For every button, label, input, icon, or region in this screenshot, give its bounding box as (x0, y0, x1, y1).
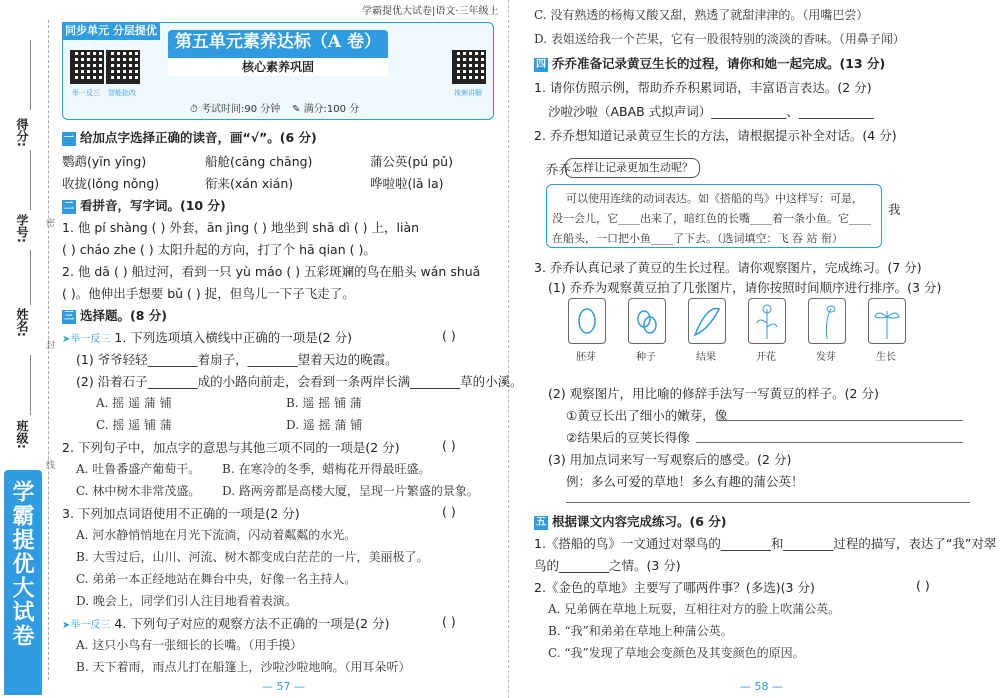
answer-line[interactable] (696, 442, 963, 443)
fill-blank[interactable]: 沙啦沙啦（ABAB 式拟声词）____________、____________ (548, 104, 874, 119)
answer-bracket[interactable]: ( ) (442, 328, 456, 343)
fill-blank: ②结果后的豆荚长得像 (566, 430, 690, 445)
question-line[interactable]: (1) 爷爷轻轻________着扇子，________望着天边的晚霞。 (76, 352, 398, 367)
question: 3. 乔乔认真记录了黄豆的生长过程。请你观察图片，完成练习。(7 分) (534, 260, 922, 275)
pinyin-choice[interactable]: 收拢(lǒng nǒng) (62, 176, 160, 191)
section-1-heading: 一 给加点字选择正确的读音，画“√”。(6 分) (64, 130, 317, 145)
class-line[interactable] (30, 355, 31, 415)
hint-line[interactable]: 没一会儿，它____出来了，暗红色的长嘴____着一条小鱼。它____ (552, 212, 871, 225)
speaker-me: 我 (888, 202, 901, 217)
question: (3) 用加点词来写一写观察后的感受。(2 分) (548, 452, 792, 467)
page-divider (508, 0, 509, 698)
exam-subtitle: 核心素养巩固 (168, 58, 388, 76)
cut-mark-feng: 封 (46, 341, 56, 351)
option[interactable]: D. 遥 摇 蒲 铺 (286, 418, 363, 432)
pinyin-choice[interactable]: 鹦鹉(yīn yīng) (62, 154, 147, 169)
option[interactable]: D. 路两旁都是高楼大厦，呈现一片繁盛的景象。 (222, 484, 479, 498)
sprout-image (808, 298, 846, 344)
option[interactable]: C. 摇 遥 铺 蒲 (96, 418, 172, 432)
score-line[interactable] (30, 40, 31, 110)
section-4-heading: 四 乔乔准备记录黄豆生长的过程，请你和她一起完成。(13 分) (536, 56, 886, 71)
flower-image (748, 298, 786, 344)
option[interactable]: B. 在寒冷的冬季，蜡梅花开得最旺盛。 (222, 462, 431, 476)
example: 例：多么可爱的草地！多么有趣的蒲公英！ (566, 474, 804, 489)
qr-code-icon (70, 50, 104, 84)
option[interactable]: C. “我”发现了草地会变颜色及其变颜色的原因。 (548, 646, 805, 660)
seedling-image (868, 298, 906, 344)
option[interactable]: B. 天下着雨，雨点儿打在船篷上，沙啦沙啦地响。（用耳朵听） (76, 660, 411, 674)
answer-bracket[interactable]: ( ) (442, 504, 456, 519)
exam-title: 第五单元素养达标（A 卷） (168, 30, 388, 70)
name-line[interactable] (30, 250, 31, 305)
answer-bracket[interactable]: ( ) (442, 614, 456, 629)
pinyin-choice[interactable]: 哗啦啦(lā la) (370, 176, 444, 191)
question: 2.《金色的草地》主要写了哪两件事？(多选)(3 分) (534, 580, 815, 595)
qr-caption: 视频讲解 (454, 89, 482, 97)
pinyin-line[interactable]: 2. 他 dā ( ) 船过河，看到一只 yù máo ( ) 五彩斑斓的鸟在船头 wán shuǎ (62, 264, 481, 279)
answer-line[interactable] (718, 420, 963, 421)
question: 1. 请你仿照示例，帮助乔乔积累词语，丰富语言表达。(2 分) (534, 80, 872, 95)
image-label: 种子 (636, 352, 656, 363)
cut-mark-mi: 密 (46, 219, 56, 229)
option[interactable]: B. “我”和弟弟在草地上种蒲公英。 (548, 624, 733, 638)
option[interactable]: A. 河水静悄悄地在月光下流淌，闪动着粼粼的水光。 (76, 528, 357, 542)
answer-bracket[interactable]: ( ) (916, 578, 930, 593)
pinyin-line[interactable]: ( )。他伸出手想要 bǔ ( ) 捉，但鸟儿一下子飞走了。 (62, 286, 355, 301)
option[interactable]: B. 大雪过后，山川、河流、树木都变成白茫茫的一片，美丽极了。 (76, 550, 429, 564)
full-score: ✎ 满分:100 分 (292, 104, 360, 115)
image-label: 结果 (696, 352, 716, 363)
brand-logo-text: 学霸提优大试卷 (9, 480, 35, 648)
pinyin-line[interactable]: 1. 他 pí shàng ( ) 外套，ān jìng ( ) 地坐到 shā dì ( ) 上，liàn (62, 220, 420, 235)
speaker-qiaoqiao: 乔乔 (546, 162, 572, 177)
pinyin-choice[interactable]: 船舱(cāng chāng) (205, 154, 313, 169)
pod-image (688, 298, 726, 344)
option[interactable]: A. 兄弟俩在草地上玩耍，互相往对方的脸上吹蒲公英。 (548, 602, 841, 616)
option[interactable]: C. 没有熟透的杨梅又酸又甜，熟透了就甜津津的。（用嘴巴尝） (534, 8, 869, 22)
score-label: 得分: (15, 118, 29, 147)
image-label: 开花 (756, 352, 776, 363)
option[interactable]: D. 表姐送给我一个芒果，它有一股很特别的淡淡的香味。（用鼻子闻） (534, 32, 905, 46)
question-1: ➤举一反三 1. 下列选项填入横线中正确的一项是(2 分) (62, 330, 352, 345)
section-2-heading: 二 看拼音，写字词。(10 分) (64, 198, 226, 213)
page-number: — 57 — (262, 680, 305, 693)
class-label: 班级: (15, 420, 29, 449)
exam-time: ⏱ 考试时间:90 分钟 (190, 104, 281, 115)
section-3-heading: 三 选择题。(8 分) (64, 308, 167, 323)
option[interactable]: A. 摇 遥 蒲 铺 (96, 396, 172, 410)
fill-blank: ①黄豆长出了细小的嫩芽，像 (566, 408, 728, 423)
student-id-line[interactable] (30, 150, 31, 210)
question-line[interactable]: (2) 沿着石子________成的小路向前走，会看到一条两岸长满________草的小溪。 (76, 374, 523, 389)
option[interactable]: C. 林中树木非常茂盛。 (76, 484, 201, 498)
pinyin-line[interactable]: ( ) cháo zhe ( ) 太阳升起的方向，打了个 hā qian ( )。 (62, 242, 376, 257)
name-label: 姓名: (15, 308, 29, 337)
option[interactable]: D. 晚会上，同学们引人注目地看着表演。 (76, 594, 297, 608)
qr-code-icon (452, 50, 486, 84)
answer-bracket[interactable]: ( ) (442, 438, 456, 453)
section-5-heading: 五 根据课文内容完成练习。(6 分) (536, 514, 727, 529)
question-3: 3. 下列加点词语使用不正确的一项是(2 分) (62, 506, 300, 521)
bean-image (628, 298, 666, 344)
hint-line: 可以使用连续的动词表达。如《搭船的鸟》中这样写：可是， (566, 192, 863, 205)
question: 2. 乔乔想知道记录黄豆生长的方法，请根据提示补全对话。(4 分) (534, 128, 897, 143)
option[interactable]: B. 遥 摇 铺 蒲 (286, 396, 362, 410)
speech-bubble: 怎样让记录更加生动呢？ (565, 158, 700, 178)
student-id-label: 学号: (15, 214, 29, 243)
option[interactable]: A. 吐鲁番盛产葡萄干。 (76, 462, 201, 476)
page-number: — 58 — (740, 680, 783, 693)
bean-image (568, 298, 606, 344)
question: (2) 观察图片，用比喻的修辞手法写一写黄豆的样子。(2 分) (548, 386, 879, 401)
option[interactable]: C. 弟弟一本正经地站在舞台中央，好像一名主持人。 (76, 572, 357, 586)
fill-blank[interactable]: 1.《搭船的鸟》一文通过对翠鸟的________和________过程的描写，表达了“我”对翠 (534, 536, 997, 551)
qr-code-icon (106, 50, 140, 84)
qr-caption: 举一反三 (72, 89, 100, 97)
pinyin-choice[interactable]: 蒲公英(pú pǔ) (370, 154, 453, 169)
series-title: 学霸提优大试卷|语文·三年级上 (362, 6, 499, 17)
image-label: 胚芽 (576, 352, 596, 363)
question-4: ➤举一反三 4. 下列句子对应的观察方法不正确的一项是(2 分) (62, 616, 390, 631)
question: (1) 乔乔为观察黄豆拍了几张图片，请你按照时间顺序进行排序。(3 分) (548, 280, 942, 295)
option[interactable]: A. 这只小鸟有一张细长的长嘴。（用手摸） (76, 638, 303, 652)
cut-mark-xian: 线 (46, 461, 56, 471)
answer-line[interactable] (566, 502, 970, 503)
hint-line[interactable]: 在船头，一口把小鱼____了下去。（选词填空：飞 吞 站 衔） (552, 232, 843, 245)
image-label: 发芽 (816, 352, 836, 363)
image-label: 生长 (876, 352, 896, 363)
pinyin-choice[interactable]: 衔来(xán xián) (205, 176, 294, 191)
unit-tag: 同步单元 分层提优 (62, 22, 160, 40)
question-2: 2. 下列句子中，加点字的意思与其他三项不同的一项是(2 分) (62, 440, 400, 455)
qr-caption: 智能批改 (108, 89, 136, 97)
fill-blank[interactable]: 鸟的________之情。(3 分) (534, 558, 681, 573)
